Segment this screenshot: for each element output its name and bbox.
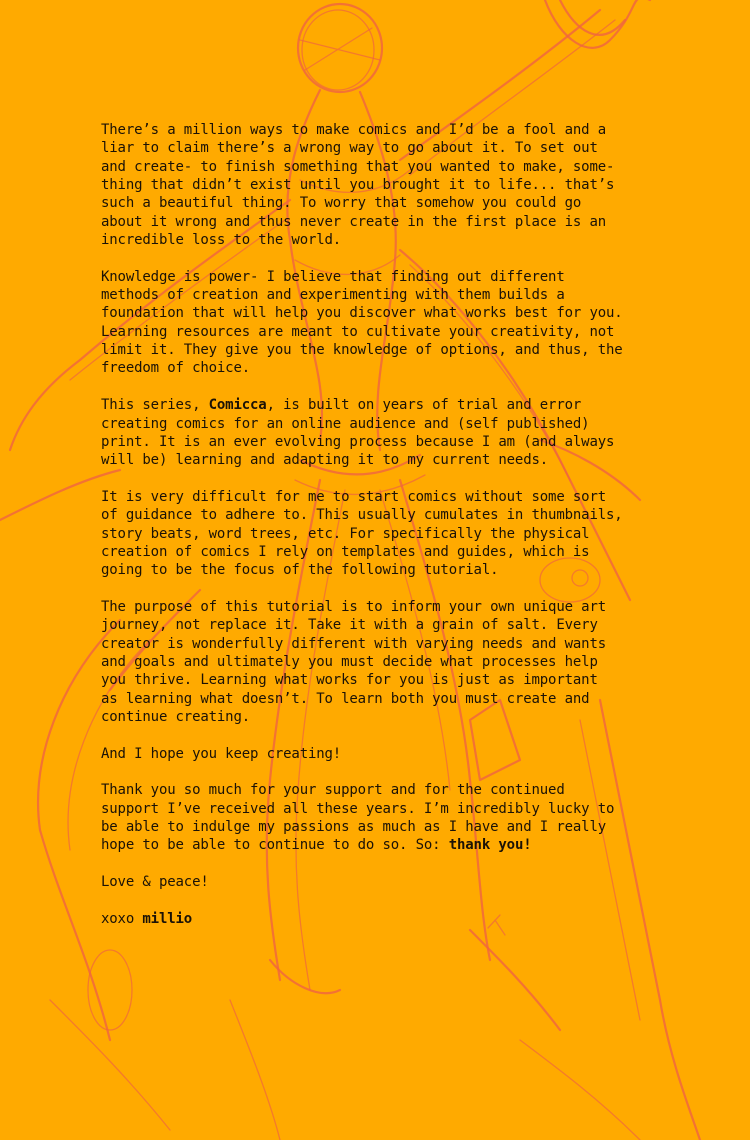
paragraph-knowledge: Knowledge is power- I believe that finding out different methods of creation and experimenting with them builds a foundation that will help you discover what works best for you. Learning resources are meant to cultivate your creativity, not limit it. They give you the knowledge of options, and thus, the freedom of choice. (101, 268, 623, 377)
thank-you-emphasis: thank you! (448, 837, 532, 854)
paragraph-purpose: The purpose of this tutorial is to inform your own unique art journey, not replace it. Take it with a grain of salt. Every creator is wonderfully different with varying needs and wants and goals and ultimately you must decide what processes help you thrive. Learning what works for you is just as important as learning what doesn’t. To learn both you must create and continue creating. (101, 598, 607, 725)
paragraph-keep-creating: And I hope you keep creating! (101, 745, 342, 762)
paragraph-intro: There’s a million ways to make comics and I’d be a fool and a liar to claim there’s a wrong way to go about it. To set out and create- to finish something that you wanted to make, some- thing that didn’t exist until you brought it to life... that’s such a beautiful thing. To worry that somehow you could go about it wrong and thus never create in the first place is an incredible loss to the world. (101, 122, 615, 249)
series-line: This series, Comicca, is built on years of trial and error (101, 397, 582, 414)
paragraph-thanks: Thank you so much for your support and for the continued support I’ve received all these years. I’m incredibly lucky to be able to indulge my passions as much as I have and I really hope to be able to continue to do so. So: thank you! (101, 781, 661, 854)
letter-body (101, 121, 661, 946)
series-name: Comicca (208, 397, 267, 414)
paragraph-closing: Love & peace! (101, 874, 209, 891)
paragraph-series: This series, Comicca, is built on years of trial and error creating comics for an online audience and (self published) print. It is an ever evolving process because I am (and always will be) learning and adapting it to my current needs. (101, 396, 661, 469)
thanks-line: hope to be able to continue to do so. So: thank you! (101, 837, 532, 854)
paragraph-guidance: It is very difficult for me to start comics without some sort of guidance to adhere to. This usually cumulates in thumbnails, story beats, word trees, etc. For specifically the physical creation of comics I rely on templates and guides, which is going to be the focus of the following tutorial. (101, 488, 623, 579)
signature-name: millio (142, 910, 193, 927)
signature: xoxo millio (101, 910, 193, 927)
